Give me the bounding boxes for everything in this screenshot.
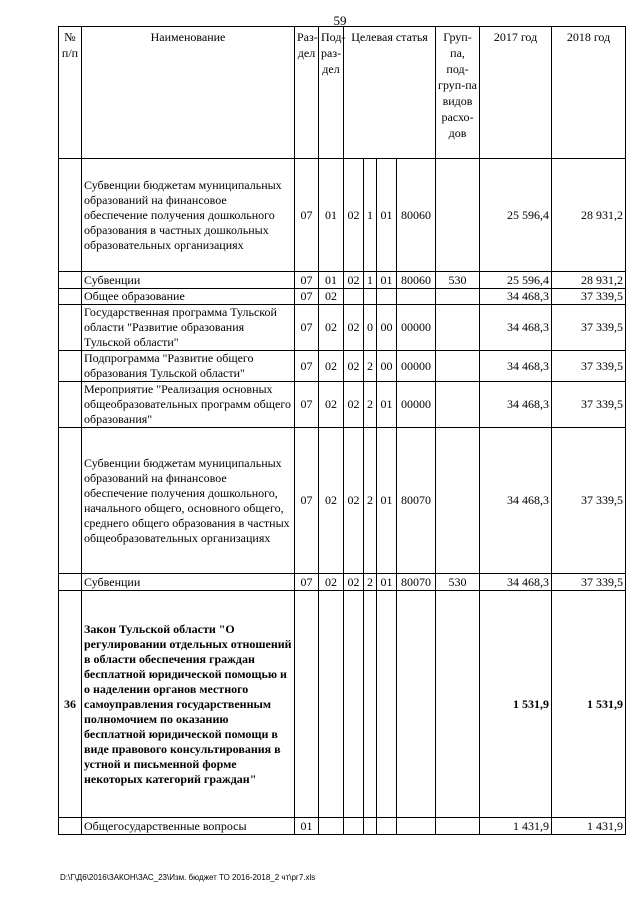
row-target-code [397, 591, 436, 818]
row-value-2018: 37 339,5 [552, 428, 626, 574]
row-group: 530 [436, 272, 480, 289]
row-podrazdel [319, 818, 344, 835]
row-target-program [344, 289, 364, 305]
row-target-event: 00 [377, 305, 397, 351]
row-num [59, 289, 82, 305]
table-row [59, 818, 626, 835]
row-razdel: 07 [295, 382, 319, 428]
row-target-program [344, 591, 364, 818]
row-target-code [397, 818, 436, 835]
row-group [436, 305, 480, 351]
row-target-subprogram: 1 [364, 159, 377, 272]
row-target-subprogram [364, 818, 377, 835]
footer-file-path: D:\Г\Д6\2016\ЗАКОН\ЗАС_23\Изм. бюджет ТО 2016-2018_2 чт\рг7.xls [60, 873, 316, 882]
row-razdel: 07 [295, 351, 319, 382]
row-podrazdel: 02 [319, 574, 344, 591]
row-name: Субвенции бюджетам муниципальных образований на финансовое обеспечение получения дошкольного образования в частных дошкольных образовательных организациях [82, 159, 295, 272]
row-value-2018: 37 339,5 [552, 382, 626, 428]
row-value-2018: 37 339,5 [552, 351, 626, 382]
row-group [436, 818, 480, 835]
row-value-2017: 25 596,4 [480, 272, 552, 289]
row-razdel: 07 [295, 289, 319, 305]
row-target-program: 02 [344, 382, 364, 428]
row-value-2018: 1 531,9 [552, 591, 626, 818]
row-razdel: 07 [295, 428, 319, 574]
row-value-2017: 34 468,3 [480, 574, 552, 591]
row-name: Подпрограмма "Развитие общего образования Тульской области" [82, 351, 295, 382]
row-target-subprogram: 2 [364, 428, 377, 574]
row-target-event: 01 [377, 382, 397, 428]
row-value-2018: 28 931,2 [552, 272, 626, 289]
row-name: Закон Тульской области "О регулировании отдельных отношений в области обеспечения граждан бесплатной юридической помощью и о наделении органов местного самоуправления государственным полномочием по оказанию бесплатной юридической помощи в виде правового консультирования в устной и письменной форме некоторых категорий граждан" [82, 591, 295, 818]
row-num [59, 272, 82, 289]
row-target-program: 02 [344, 351, 364, 382]
row-target-code: 80070 [397, 428, 436, 574]
row-target-event [377, 591, 397, 818]
row-podrazdel [319, 591, 344, 818]
table-row [59, 272, 626, 289]
row-num [59, 305, 82, 351]
row-target-program: 02 [344, 159, 364, 272]
row-target-subprogram: 2 [364, 382, 377, 428]
row-podrazdel: 02 [319, 351, 344, 382]
row-target-event [377, 818, 397, 835]
row-target-subprogram [364, 289, 377, 305]
table-row [59, 382, 626, 428]
row-target-code: 00000 [397, 305, 436, 351]
row-target-subprogram: 2 [364, 351, 377, 382]
table-row [59, 428, 626, 574]
row-target-event [377, 289, 397, 305]
row-podrazdel: 02 [319, 428, 344, 574]
table-row [59, 289, 626, 305]
header-2018: 2018 год [552, 27, 626, 159]
row-name: Мероприятие "Реализация основных общеобразовательных программ общего образования" [82, 382, 295, 428]
row-group [436, 351, 480, 382]
row-name: Субвенции [82, 574, 295, 591]
row-num [59, 351, 82, 382]
row-group [436, 428, 480, 574]
row-podrazdel: 01 [319, 159, 344, 272]
table-row [59, 591, 626, 818]
row-target-code: 00000 [397, 382, 436, 428]
row-name: Субвенции бюджетам муниципальных образований на финансовое обеспечение получения дошкольного, начального общего, основного общего, среднего общего образования в частных общеобразовательных организациях [82, 428, 295, 574]
row-razdel: 07 [295, 305, 319, 351]
row-target-code [397, 289, 436, 305]
row-target-event: 01 [377, 428, 397, 574]
row-value-2017: 34 468,3 [480, 428, 552, 574]
header-row [59, 27, 626, 159]
row-podrazdel: 02 [319, 382, 344, 428]
header-target: Целевая статья [344, 27, 436, 159]
row-target-subprogram: 0 [364, 305, 377, 351]
row-value-2017: 34 468,3 [480, 351, 552, 382]
row-target-event: 01 [377, 272, 397, 289]
row-target-code: 80070 [397, 574, 436, 591]
row-value-2017: 1 431,9 [480, 818, 552, 835]
row-razdel: 07 [295, 574, 319, 591]
row-razdel: 07 [295, 272, 319, 289]
row-value-2018: 37 339,5 [552, 289, 626, 305]
row-value-2017: 25 596,4 [480, 159, 552, 272]
table-row [59, 574, 626, 591]
row-target-code: 80060 [397, 272, 436, 289]
header-podrazdel: Под-раз-дел [319, 27, 344, 159]
row-group [436, 591, 480, 818]
row-target-program [344, 818, 364, 835]
row-value-2018: 37 339,5 [552, 305, 626, 351]
row-num [59, 574, 82, 591]
row-target-subprogram [364, 591, 377, 818]
row-value-2017: 34 468,3 [480, 289, 552, 305]
row-podrazdel: 02 [319, 305, 344, 351]
row-target-subprogram: 2 [364, 574, 377, 591]
row-value-2018: 1 431,9 [552, 818, 626, 835]
row-value-2017: 1 531,9 [480, 591, 552, 818]
row-name: Государственная программа Тульской области "Развитие образования Тульской области" [82, 305, 295, 351]
header-group: Груп-па, под-груп-па видов расхо-дов [436, 27, 480, 159]
header-2017: 2017 год [480, 27, 552, 159]
row-target-program: 02 [344, 272, 364, 289]
row-num [59, 159, 82, 272]
table-row [59, 159, 626, 272]
header-name: Наименование [82, 27, 295, 159]
row-value-2018: 28 931,2 [552, 159, 626, 272]
row-name: Общее образование [82, 289, 295, 305]
row-group [436, 159, 480, 272]
row-name: Общегосударственные вопросы [82, 818, 295, 835]
table-row [59, 305, 626, 351]
row-group: 530 [436, 574, 480, 591]
row-podrazdel: 02 [319, 289, 344, 305]
row-podrazdel: 01 [319, 272, 344, 289]
row-num [59, 428, 82, 574]
row-target-program: 02 [344, 305, 364, 351]
row-num: 36 [59, 591, 82, 818]
budget-table [58, 26, 626, 835]
row-value-2018: 37 339,5 [552, 574, 626, 591]
table-row [59, 351, 626, 382]
row-value-2017: 34 468,3 [480, 382, 552, 428]
header-num: № п/п [59, 27, 82, 159]
row-target-program: 02 [344, 428, 364, 574]
row-group [436, 289, 480, 305]
row-target-event: 00 [377, 351, 397, 382]
page-number: 59 [333, 13, 347, 28]
row-razdel: 07 [295, 159, 319, 272]
row-target-code: 80060 [397, 159, 436, 272]
row-target-event: 01 [377, 159, 397, 272]
row-target-code: 00000 [397, 351, 436, 382]
row-target-subprogram: 1 [364, 272, 377, 289]
row-name: Субвенции [82, 272, 295, 289]
row-razdel [295, 591, 319, 818]
row-razdel: 01 [295, 818, 319, 835]
row-num [59, 818, 82, 835]
row-group [436, 382, 480, 428]
row-num [59, 382, 82, 428]
row-value-2017: 34 468,3 [480, 305, 552, 351]
row-target-program: 02 [344, 574, 364, 591]
row-target-event: 01 [377, 574, 397, 591]
header-razdel: Раз-дел [295, 27, 319, 159]
